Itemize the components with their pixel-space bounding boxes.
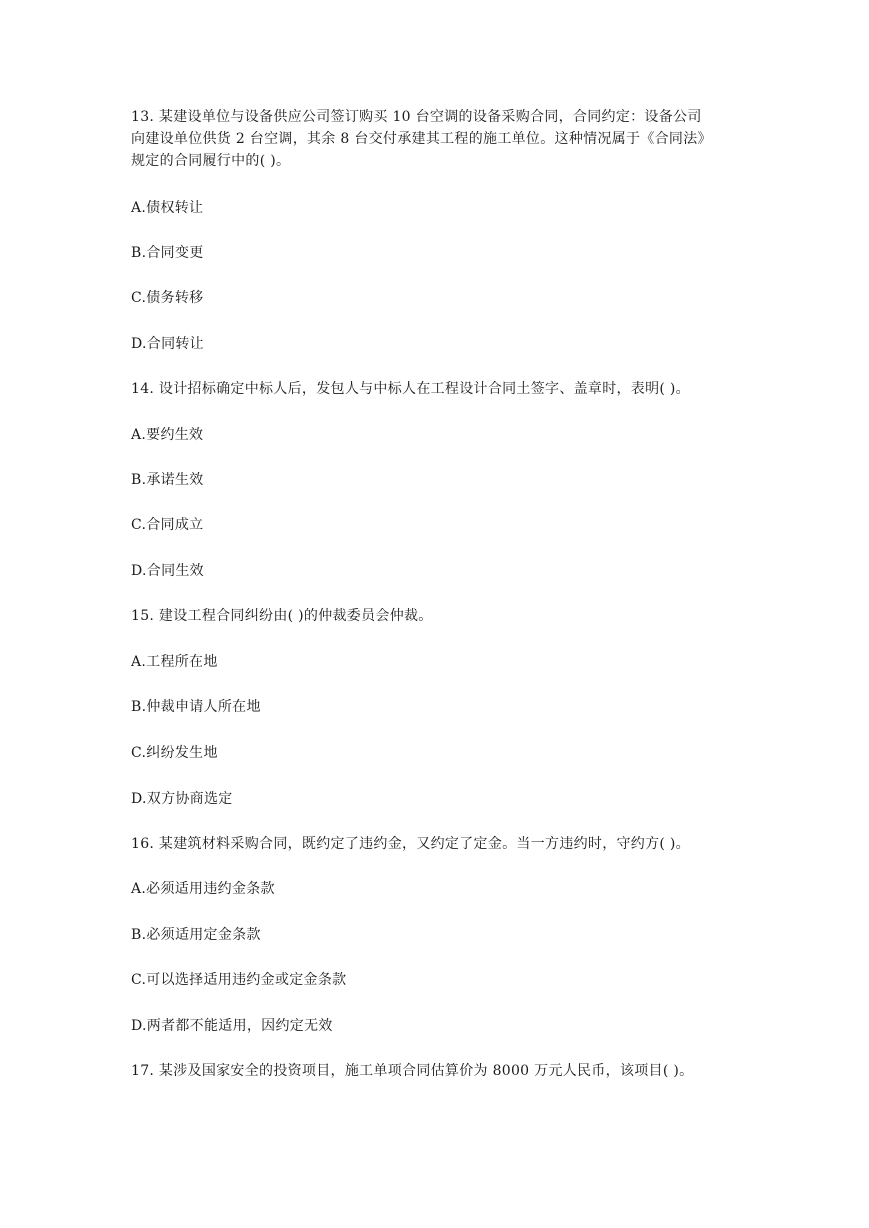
question-16-option-d: D.两者都不能适用，因约定无效 <box>131 1018 333 1034</box>
question-13-stem-line-2: 向建设单位供货 2 台空调，其余 8 台交付承建其工程的施工单位。这种情况属于《合同法》 <box>131 131 712 147</box>
question-13-option-b: B.合同变更 <box>131 245 204 261</box>
question-15-option-d: D.双方协商选定 <box>131 791 233 807</box>
question-14-option-a: A.要约生效 <box>131 427 204 443</box>
question-14-option-c: C.合同成立 <box>131 517 204 533</box>
question-13-option-d: D.合同转让 <box>131 336 204 352</box>
question-16-option-b: B.必须适用定金条款 <box>131 927 261 943</box>
question-14-option-d: D.合同生效 <box>131 563 204 579</box>
question-13-option-c: C.债务转移 <box>131 290 204 306</box>
question-13-stem-line-3: 规定的合同履行中的( )。 <box>131 153 291 169</box>
question-14-option-b: B.承诺生效 <box>131 472 204 488</box>
question-15-option-b: B.仲裁申请人所在地 <box>131 699 261 715</box>
question-16-option-c: C.可以选择适用违约金或定金条款 <box>131 972 347 988</box>
question-13-stem-line-1: 13. 某建设单位与设备供应公司签订购买 10 台空调的设备采购合同，合同约定：设备公司 <box>131 109 702 125</box>
question-15-option-c: C.纠纷发生地 <box>131 745 218 761</box>
question-15-stem-line-1: 15. 建设工程合同纠纷由( )的仲裁委员会仲裁。 <box>131 608 433 624</box>
question-15-option-a: A.工程所在地 <box>131 654 218 670</box>
question-17-stem-line-1: 17. 某涉及国家安全的投资项目，施工单项合同估算价为 8000 万元人民币，该项目( )。 <box>131 1063 694 1079</box>
question-16-stem-line-1: 16. 某建筑材料采购合同，既约定了违约金，又约定了定金。当一方违约时，守约方( )。 <box>131 836 690 852</box>
question-16-option-a: A.必须适用违约金条款 <box>131 881 275 897</box>
question-13-option-a: A.债权转让 <box>131 200 204 216</box>
question-14-stem-line-1: 14. 设计招标确定中标人后，发包人与中标人在工程设计合同土签字、盖章时，表明( )。 <box>131 381 690 397</box>
